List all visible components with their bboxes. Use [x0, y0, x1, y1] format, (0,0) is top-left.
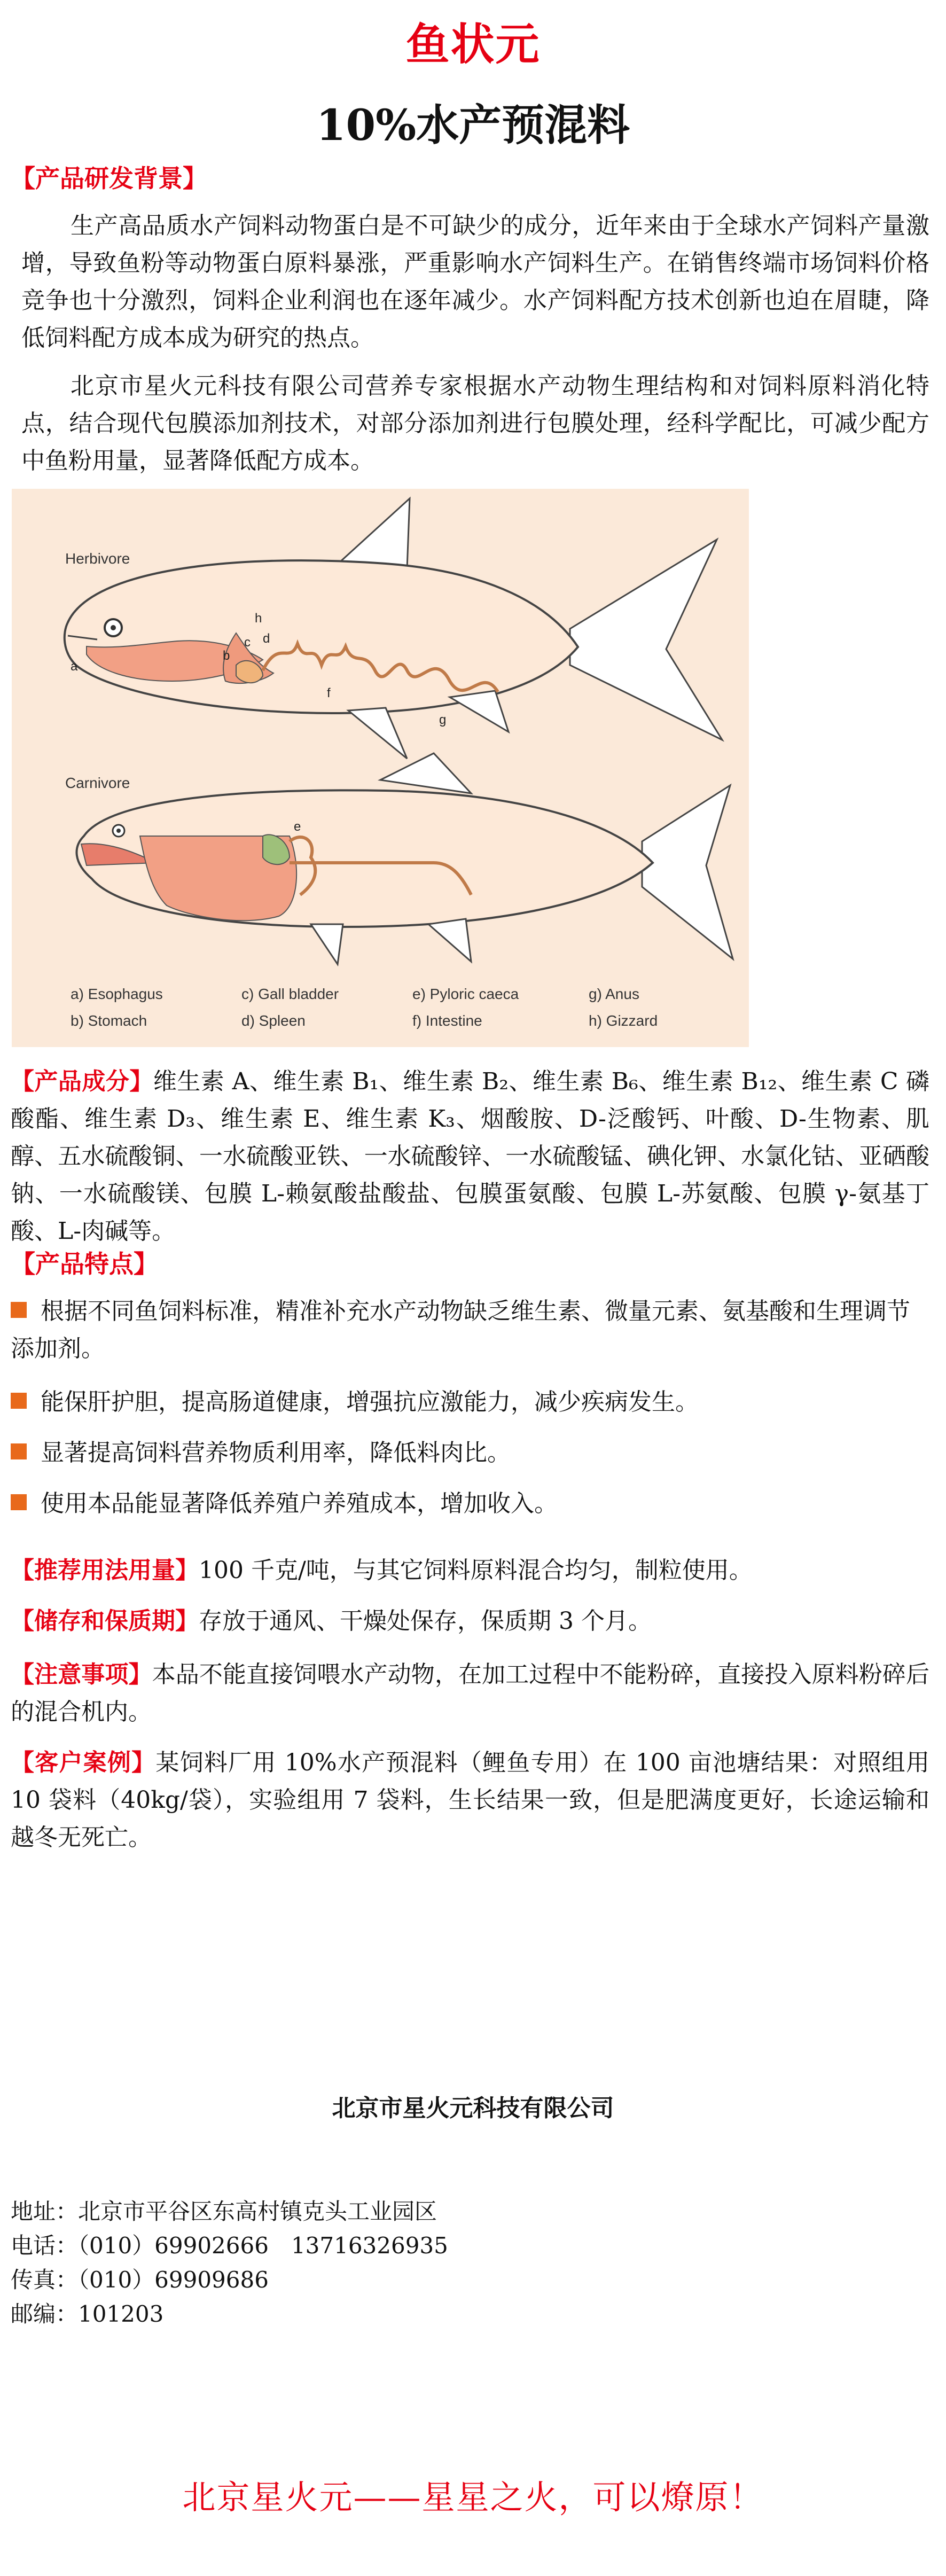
square-bullet-icon	[11, 1393, 27, 1409]
ingredients-block	[11, 1063, 929, 1250]
feature-text: 能保肝护胆，提高肠道健康，增强抗应激能力，减少疾病发生。	[41, 1388, 699, 1416]
case-label: 【客户案例】	[11, 1749, 156, 1776]
notes-label: 【注意事项】	[11, 1661, 152, 1688]
ingredients-text: 维生素 A、维生素 B₁、维生素 B₂、维生素 B₆、维生素 B₁₂、维生素 C 磷酸酯、维生素 D₃、维生素 E、维生素 K₃、烟酸胺、D-泛酸钙、叶酸、D-生物素、肌醇、五水硫酸铜、一水硫酸亚铁、一水硫酸锌、一水硫酸锰、碘化钾、水氯化钴、亚硒酸钠、一水硫酸镁、包膜 L-赖氨酸盐酸盐、包膜蛋氨酸、包膜 L-苏氨酸、包膜 γ-氨基丁酸、L-肉碱等。	[11, 1068, 930, 1245]
fish-anatomy-illustration	[12, 489, 749, 1047]
contact-fax: 传真：（010）69909686	[11, 2267, 269, 2293]
brand-title: 鱼状元	[405, 19, 541, 70]
carnivore-label: Carnivore	[65, 775, 130, 791]
contact-phone: 电话：（010）69902666 13716326935	[11, 2232, 448, 2259]
square-bullet-icon	[11, 1494, 27, 1510]
ingredients-label: 【产品成分】	[11, 1068, 153, 1095]
feature-item	[11, 1434, 929, 1472]
contact-address: 地址：北京市平谷区东高村镇克头工业园区	[11, 2198, 437, 2224]
mark-g: g	[439, 713, 447, 727]
storage-block	[11, 1603, 929, 1640]
mark-h: h	[255, 611, 262, 626]
usage-text: 100 千克/吨，与其它饲料原料混合均匀，制粒使用。	[199, 1557, 753, 1584]
mark-e: e	[294, 819, 301, 834]
feature-item	[11, 1293, 929, 1368]
mark-d: d	[263, 631, 270, 646]
figure-legend	[71, 986, 658, 1029]
usage-label: 【推荐用法用量】	[11, 1557, 199, 1584]
legend-item: g) Anus	[589, 986, 639, 1002]
case-text: 某饲料厂用 10%水产预混料（鲤鱼专用）在 100 亩池塘结果：对照组用 10 袋料（40kg/袋），实验组用 7 袋料，生长结果一致，但是肥满度更好，长途运输和越冬无死亡。	[11, 1749, 929, 1851]
product-title: 10%水产预混料	[316, 100, 630, 150]
herbivore-label: Herbivore	[65, 550, 130, 567]
herbivore-fish	[65, 498, 722, 759]
feature-text: 使用本品能显著降低养殖户养殖成本，增加收入。	[41, 1490, 558, 1517]
company-name: 北京市星火元科技有限公司	[332, 2095, 614, 2122]
legend-item: a) Esophagus	[71, 986, 163, 1002]
case-block	[11, 1744, 929, 1856]
feature-text: 显著提高饲料营养物质利用率，降低料肉比。	[41, 1439, 511, 1466]
company-slogan: 北京星火元——星星之火，可以燎原！	[182, 2478, 764, 2517]
mark-a: a	[71, 659, 78, 674]
carnivore-fish	[76, 753, 733, 964]
legend-item: e) Pyloric caeca	[412, 986, 519, 1002]
background-paragraph-1: 生产高品质水产饲料动物蛋白是不可缺少的成分，近年来由于全球水产饲料产量激增，导致鱼粉等动物蛋白原料暴涨，严重影响水产饲料生产。在销售终端市场饲料价格竞争也十分激烈，饲料企业利润也在逐年减少。水产饲料配方技术创新也迫在眉睫，降低饲料配方成本成为研究的热点。	[21, 212, 929, 352]
background-heading: 【产品研发背景】	[11, 164, 207, 193]
mark-f: f	[327, 686, 331, 700]
notes-block	[11, 1656, 929, 1731]
background-paragraph-2: 北京市星火元科技有限公司营养专家根据水产动物生理结构和对饲料原料消化特点，结合现代包膜添加剂技术，对部分添加剂进行包膜处理，经科学配比，可减少配方中鱼粉用量，显著降低配方成本。	[21, 372, 929, 474]
legend-item: b) Stomach	[71, 1012, 147, 1029]
storage-label: 【储存和保质期】	[11, 1607, 199, 1635]
notes-text: 本品不能直接饲喂水产动物，在加工过程中不能粉碎，直接投入原料粉碎后的混合机内。	[11, 1661, 930, 1726]
legend-item: c) Gall bladder	[241, 986, 339, 1002]
feature-text: 根据不同鱼饲料标准，精准补充水产动物缺乏维生素、微量元素、氨基酸和生理调节添加剂。	[11, 1298, 910, 1362]
usage-block	[11, 1552, 929, 1589]
mark-b: b	[223, 649, 230, 663]
mark-c: c	[244, 635, 251, 650]
legend-item: h) Gizzard	[589, 1012, 658, 1029]
fish-anatomy-figure	[12, 489, 749, 1047]
feature-item	[11, 1384, 929, 1421]
contact-postcode: 邮编：101203	[11, 2301, 164, 2327]
storage-text: 存放于通风、干燥处保存，保质期 3 个月。	[199, 1607, 652, 1635]
square-bullet-icon	[11, 1302, 27, 1318]
legend-item: d) Spleen	[241, 1012, 306, 1029]
square-bullet-icon	[11, 1443, 27, 1459]
legend-item: f) Intestine	[412, 1012, 482, 1029]
features-heading: 【产品特点】	[11, 1250, 158, 1278]
feature-item	[11, 1485, 929, 1523]
